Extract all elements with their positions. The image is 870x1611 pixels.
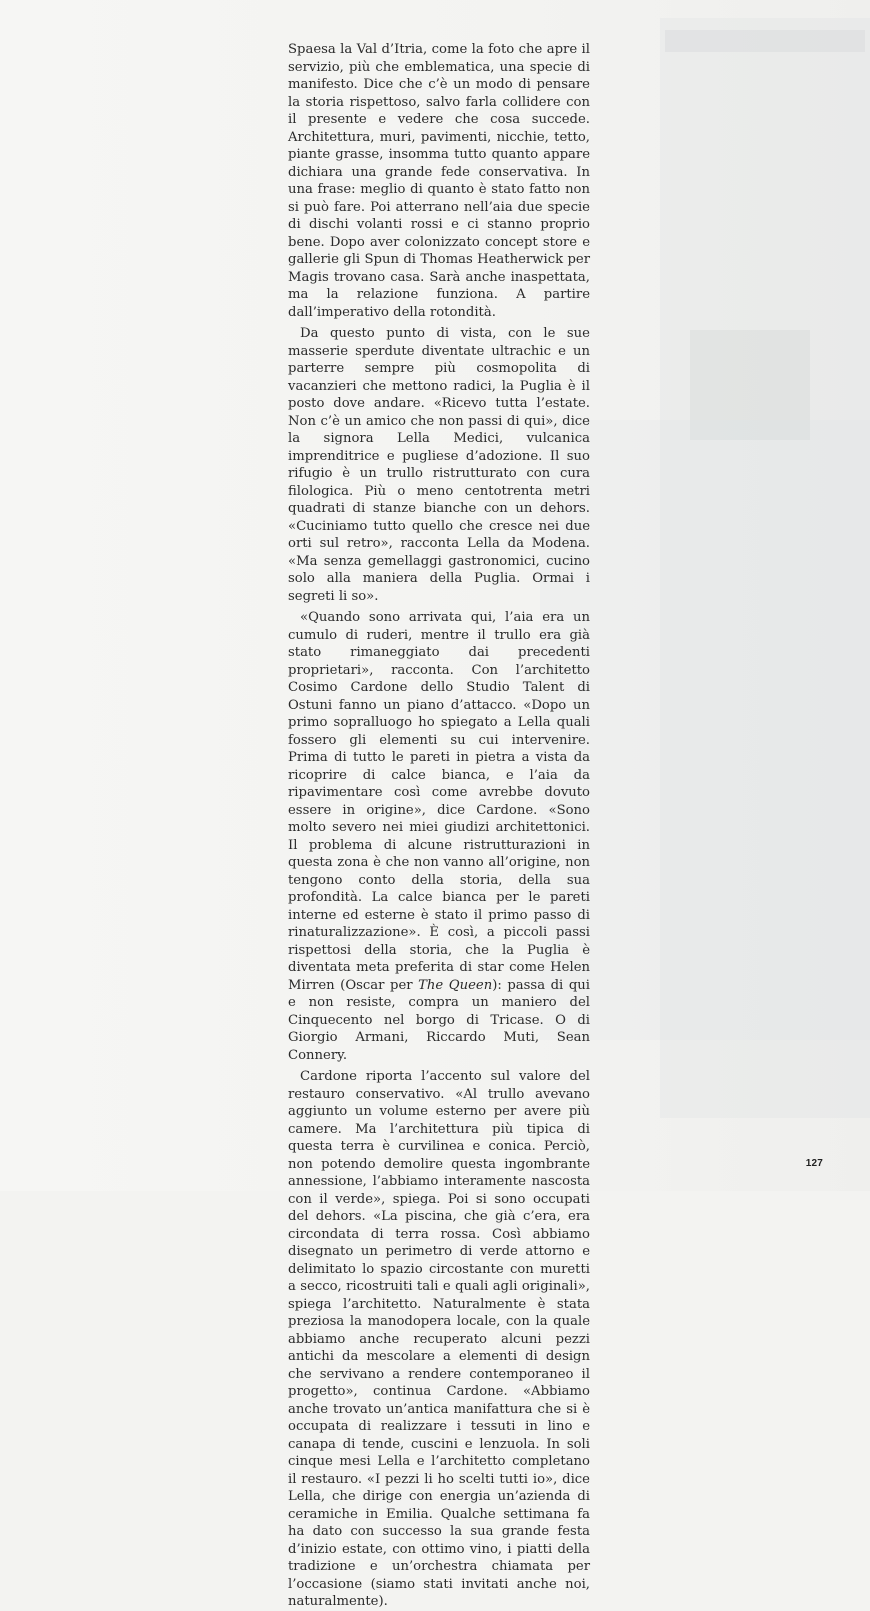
article-paragraph-2: [288, 325, 590, 605]
paragraph-text: Spaesa la Val d’Itria, come la foto che apre il servizio, più che emblematica, una specie di manifesto. Dice che c’è un modo di pensare la storia rispettoso, salvo farla collidere con il presente e vedere che cosa succede. Architettura, muri, pavimenti, nicchie, tetto, piante grasse, insomma tutto quanto appare dichiara una grande fede conservativa. In una frase: meglio di quanto è stato fatto non si può fare. Poi atterrano nell’aia due specie di dischi volanti rossi e ci stanno proprio bene. Dopo aver colonizzato concept store e gallerie gli Spun di Thomas Heatherwick per Magis trovano casa. Sarà anche inaspettata, ma la relazione funziona. A partire dall’imperativo della rotondità.: [288, 42, 590, 320]
paragraph-text: «Quando sono arrivata qui, l’aia era un cumulo di ruderi, mentre il trullo era già stato rimaneggiato dai precedenti proprietari», racconta. Con l’architetto Cosimo Cardone dello Studio Talent di Ostuni fanno un piano d’attacco. «Dopo un primo sopralluogo ho spiegato a Lella quali fossero gli elementi su cui intervenire. Prima di tutto le pareti in pietra a vista da ricoprire di calce bianca, e l’aia da ripavimentare così come avrebbe dovuto essere in origine», dice Cardone. «Sono molto severo nei miei giudizi architettonici. Il problema di alcune ristrutturazioni in questa zona è che non vanno all’origine, non tengono conto della storia, della sua profondità. La calce bianca per le pareti interne ed esterne è stato il primo passo di rinaturalizzazione». È così, a piccoli passi rispettosi della storia, che la Puglia è diventata meta preferita di star come Helen Mirren (Oscar per: [288, 610, 590, 993]
article-paragraph-3: [288, 609, 590, 1064]
film-title: The Queen: [418, 977, 493, 993]
paragraph-text: Cardone riporta l’accento sul valore del restauro conservativo. «Al trullo avevano aggiunto un volume esterno per avere più camere. Ma l’architettura più tipica di questa terra è curvilinea e conica. Perciò, non potendo demolire questa ingombrante annessione, l’abbiamo interamente nascosta con il verde», spiega. Poi si sono occupati del dehors. «La piscina, che già c’era, era circondata di terra rossa. Così abbiamo disegnato un perimetro di verde attorno e delimitato lo spazio circostante con muretti a secco, ricostruiti tali e quali agli originali», spiega l’architetto. Naturalmente è stata preziosa la manodopera locale, con la quale abbiamo anche recuperato alcuni pezzi antichi da mescolare a elementi di design che servivano a rendere contemporaneo il progetto», continua Cardone. «Abbiamo anche trovato un’antica manifattura che si è occupata di realizzare i tessuti in lino e canapa di tende, cuscini e lenzuola. In soli cinque mesi Lella e l’architetto completano il restauro. «I pezzi li ho scelti tutti io», dice Lella, che dirige con energia un’azienda di ceramiche in Emilia. Qualche settimana fa ha dato con successo la sua grande festa d’inizio estate, con ottimo vino, i piatti della tradizione e un’orchestra chiamata per l’occasione (siamo stati invitati anche noi, naturalmente).: [288, 1069, 590, 1609]
page-number: 127: [805, 1158, 823, 1169]
bleed-through-caption-shade: [665, 30, 865, 52]
paragraph-text: ): passa di qui e non resiste, compra un maniero del Cinquecento nel borgo di Tricase. O di Giorgio Armani, Riccardo Muti, Sean Connery.: [288, 977, 590, 1063]
article-paragraph-4: [288, 1068, 590, 1611]
paragraph-text: Da questo punto di vista, con le sue masserie sperdute diventate ultrachic e un parterre sempre più cosmopolita di vacanzieri che mettono radici, la Puglia è il posto dove andare. «Ricevo tutta l’estate. Non c’è un amico che non passi di qui», dice la signora Lella Medici, vulcanica imprenditrice e pugliese d’adozione. Il suo rifugio è un trullo ristrutturato con cura filologica. Più o meno centotrenta metri quadrati di stanze bianche con un dehors. «Cuciniamo tutto quello che cresce nei due orti sul retro», racconta Lella da Modena. «Ma senza gemellaggi gastronomici, cucino solo alla maniera della Puglia. Ormai i segreti li so».: [288, 326, 590, 604]
article-paragraph-1: [288, 41, 590, 321]
article-column: [288, 41, 590, 1611]
